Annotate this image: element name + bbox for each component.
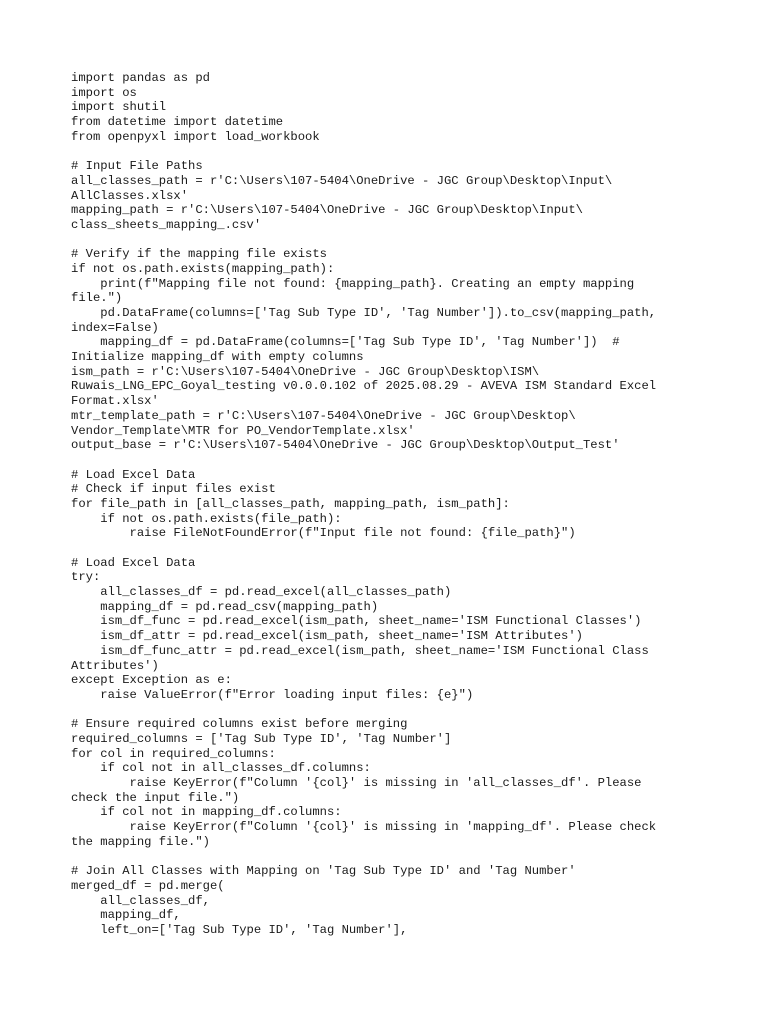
code-line: from datetime import datetime [71,115,284,130]
code-line: Attributes') [71,658,159,673]
code-line: import os [71,85,137,100]
code-line: merged_df = pd.merge( [71,878,225,893]
code-line: # Ensure required columns exist before merging [71,717,408,732]
code-line: Vendor_Template\MTR for PO_VendorTemplate.xlsx' [71,423,415,438]
code-line: raise KeyError(f"Column '{col}' is missing in 'all_classes_df'. Please [71,776,642,790]
code-line: if not os.path.exists(file_path): [71,511,342,526]
code-line: if col not in all_classes_df.columns: [71,761,371,776]
code-line: Initialize mapping_df with empty columns [71,350,364,365]
code-line: all_classes_path = r'C:\Users\107-5404\OneDrive - JGC Group\Desktop\Input\ [71,173,613,188]
code-block [71,71,711,938]
code-line [71,453,711,468]
code-line [71,233,711,248]
code-line: import shutil [71,100,167,115]
code-line: from openpyxl import load_workbook [71,129,320,144]
code-line: raise KeyError(f"Column '{col}' is missing in 'mapping_df'. Please check [71,820,657,835]
code-line: ism_df_func_attr = pd.read_excel(ism_path, sheet_name='ISM Functional Class [71,643,649,658]
code-line: mtr_template_path = r'C:\Users\107-5404\OneDrive - JGC Group\Desktop\ [71,408,576,423]
code-line: for col in required_columns: [71,746,276,761]
code-line: the mapping file.") [71,834,210,849]
code-line: output_base = r'C:\Users\107-5404\OneDrive - JGC Group\Desktop\Output_Test' [71,438,620,453]
code-line: try: [71,570,101,585]
code-line: pd.DataFrame(columns=['Tag Sub Type ID', 'Tag Number']).to_csv(mapping_path, [71,306,657,320]
code-line [71,849,711,864]
code-line: required_columns = ['Tag Sub Type ID', 'Tag Number'] [71,731,452,746]
code-line: Format.xlsx' [71,394,159,409]
code-line: all_classes_df, [71,893,210,908]
code-line: left_on=['Tag Sub Type ID', 'Tag Number'], [71,922,408,937]
code-line [71,703,711,718]
code-line: # Check if input files exist [71,482,276,497]
code-line: all_classes_df = pd.read_excel(all_classes_path) [71,585,452,600]
code-line [71,541,711,556]
code-line: # Input File Paths [71,159,203,174]
code-line: # Join All Classes with Mapping on 'Tag Sub Type ID' and 'Tag Number' [71,864,576,879]
code-line: mapping_path = r'C:\Users\107-5404\OneDrive - JGC Group\Desktop\Input\ [71,203,583,218]
code-line: # Load Excel Data [71,555,196,570]
code-line: check the input file.") [71,790,240,805]
code-line: mapping_df, [71,908,181,923]
code-line [71,144,711,159]
code-line: file.") [71,291,123,306]
code-line: Ruwais_LNG_EPC_Goyal_testing v0.0.0.102 of 2025.08.29 - AVEVA ISM Standard Excel [71,379,657,394]
code-line: print(f"Mapping file not found: {mapping_path}. Creating an empty mapping [71,276,635,291]
code-line: import pandas as pd [71,71,210,85]
code-line: except Exception as e: [71,673,232,688]
code-line: AllClasses.xlsx' [71,188,189,203]
code-line: raise ValueError(f"Error loading input files: {e}") [71,687,474,702]
code-line: class_sheets_mapping_.csv' [71,217,262,232]
code-line: ism_df_attr = pd.read_excel(ism_path, sheet_name='ISM Attributes') [71,629,583,644]
code-line: raise FileNotFoundError(f"Input file not found: {file_path}") [71,526,576,541]
code-line: # Load Excel Data [71,467,196,482]
code-line: for file_path in [all_classes_path, mapping_path, ism_path]: [71,496,510,511]
code-line: index=False) [71,320,159,335]
code-line: # Verify if the mapping file exists [71,247,327,262]
code-line: mapping_df = pd.DataFrame(columns=['Tag Sub Type ID', 'Tag Number']) # [71,335,620,350]
code-line: if not os.path.exists(mapping_path): [71,261,335,276]
code-line: mapping_df = pd.read_csv(mapping_path) [71,599,379,614]
code-line: if col not in mapping_df.columns: [71,805,342,820]
code-line: ism_path = r'C:\Users\107-5404\OneDrive - JGC Group\Desktop\ISM\ [71,364,540,379]
code-line: ism_df_func = pd.read_excel(ism_path, sheet_name='ISM Functional Classes') [71,614,642,629]
